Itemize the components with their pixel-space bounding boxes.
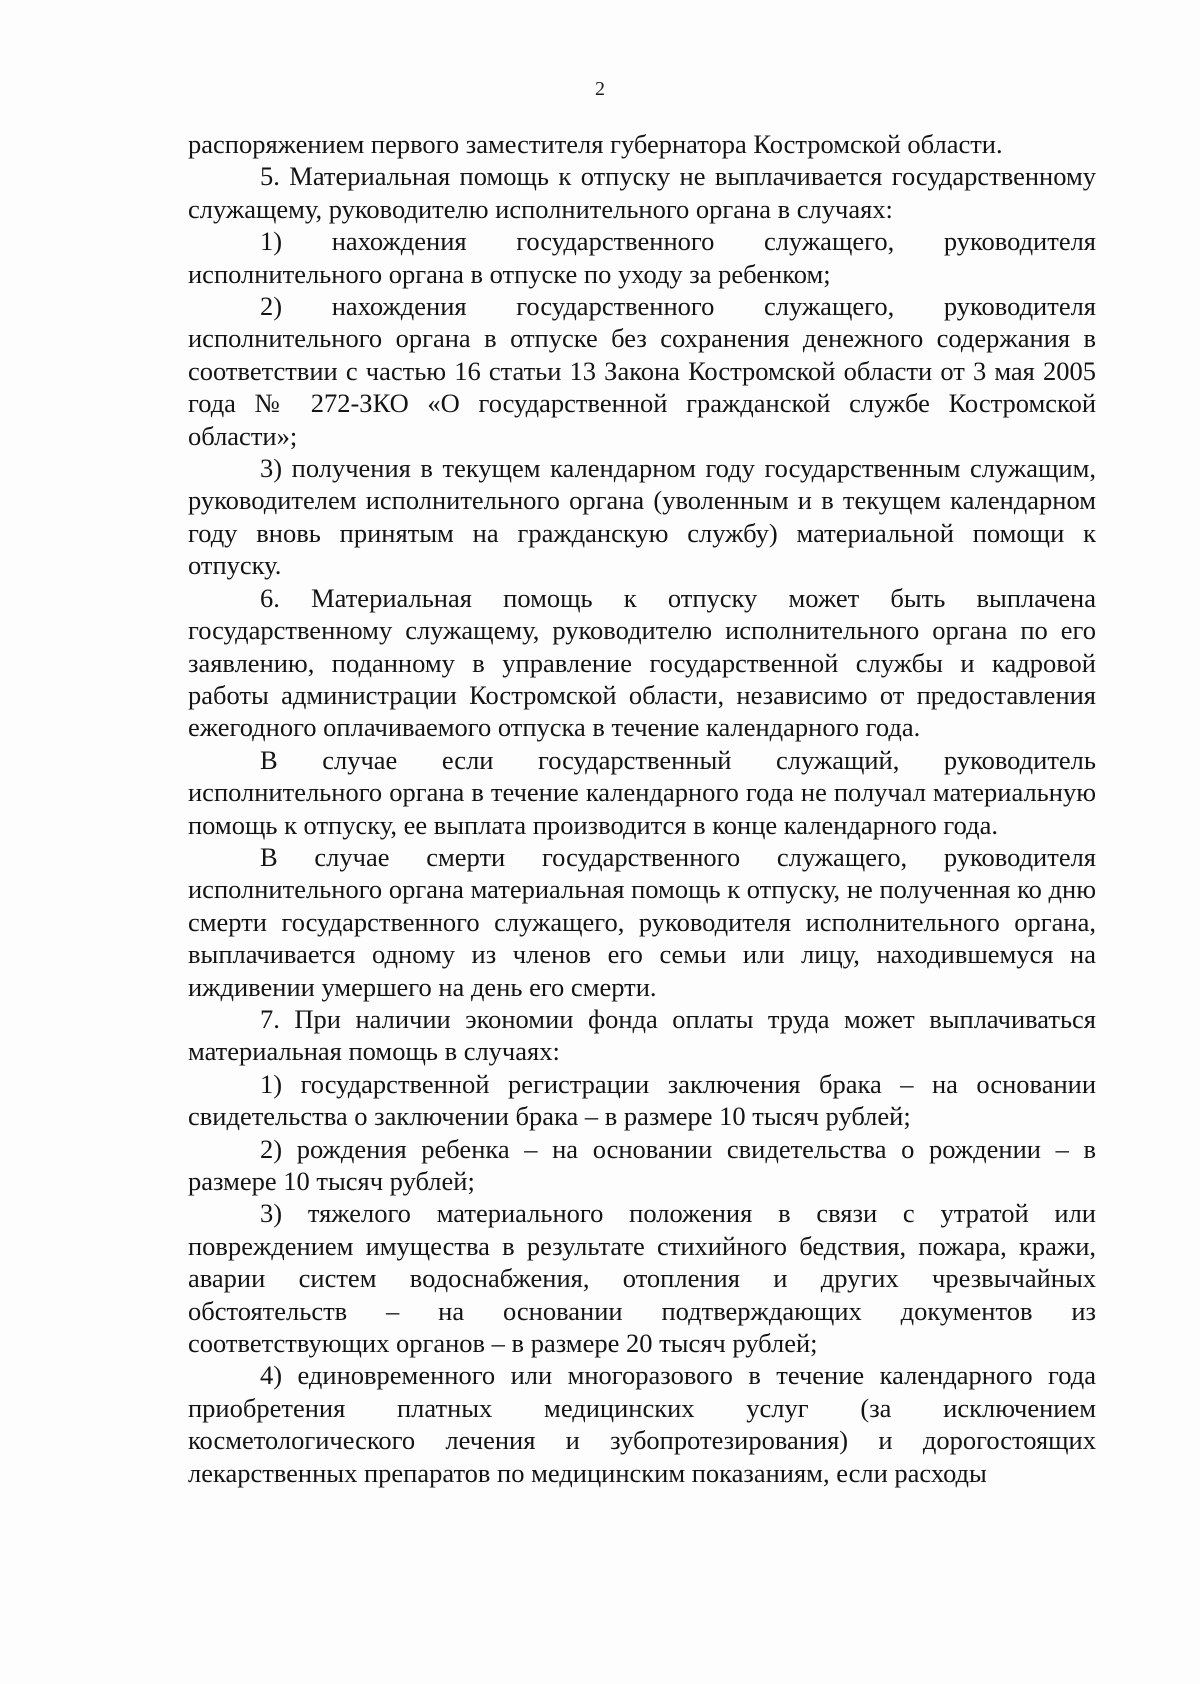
paragraph-item-5: 5. Материальная помощь к отпуску не выплачивается государственному служащему, руководителю исполнительного органа в случаях: (188, 161, 1096, 224)
paragraph-continuation: распоряжением первого заместителя губернатора Костромской области. (188, 129, 1003, 159)
page-number: 2 (595, 78, 605, 100)
paragraph-item-7-2: 2) рождения ребенка – на основании свидетельства о рождении – в размере 10 тысяч рублей; (188, 1133, 1096, 1196)
paragraph-item-6-unpaid: В случае если государственный служащий, руководитель исполнительного органа в течение календарного года не получал материальную помощь к отпуску, ее выплата производится в конце календарного года. (188, 744, 1096, 840)
paragraph-item-5-1: 1) нахождения государственного служащего, руководителя исполнительного органа в отпуске по уходу за ребенком; (188, 226, 1096, 289)
paragraph-item-7: 7. При наличии экономии фонда оплаты труда может выплачиваться материальная помощь в случаях: (188, 1003, 1096, 1067)
paragraph-item-7-4: 4) единовременного или многоразового в течение календарного года приобретения платных медицинских услуг (за исключением косметологического лечения и зубопротезирования) и дорогостоящих лекарственных препаратов по медицинским показаниям, если расходы (188, 1360, 1096, 1488)
paragraph-item-5-2: 2) нахождения государственного служащего, руководителя исполнительного органа в отпуске без сохранения денежного содержания в соответствии с частью 16 статьи 13 Закона Костромской области от 3 мая 2005 года № 272-ЗКО «О государственной гражданской службе Костромской области»; (188, 291, 1096, 451)
paragraph-item-6: 6. Материальная помощь к отпуску может быть выплачена государственному служащему, руководителю исполнительного органа по его заявлению, поданному в управление государственной службы и кадровой работы администрации Костромской области, независимо от предоставления ежегодного оплачиваемого отпуска в течение календарного года. (188, 582, 1096, 743)
document-body (188, 128, 1096, 1489)
paragraph-item-6-death: В случае смерти государственного служащего, руководителя исполнительного органа материальная помощь к отпуску, не полученная ко дню смерти государственного служащего, руководителя исполнительного органа, выплачивается одному из членов его семьи или лицу, находившемуся на иждивении умершего на день его смерти. (188, 841, 1096, 1002)
paragraph-item-7-3: 3) тяжелого материального положения в связи с утратой или повреждением имущества в результате стихийного бедствия, пожара, кражи, аварии систем водоснабжения, отопления и других чрезвычайных обстоятельств – на основании подтверждающих документов из соответствующих органов – в размере 20 тысяч рублей; (188, 1198, 1096, 1359)
paragraph-item-7-1: 1) государственной регистрации заключения брака – на основании свидетельства о заключении брака – в размере 10 тысяч рублей; (188, 1068, 1096, 1132)
paragraph-item-5-3: 3) получения в текущем календарном году государственным служащим, руководителем исполнительного органа (уволенным и в текущем календарном году вновь принятым на гражданскую службу) материальной помощи к отпуску. (188, 453, 1096, 581)
